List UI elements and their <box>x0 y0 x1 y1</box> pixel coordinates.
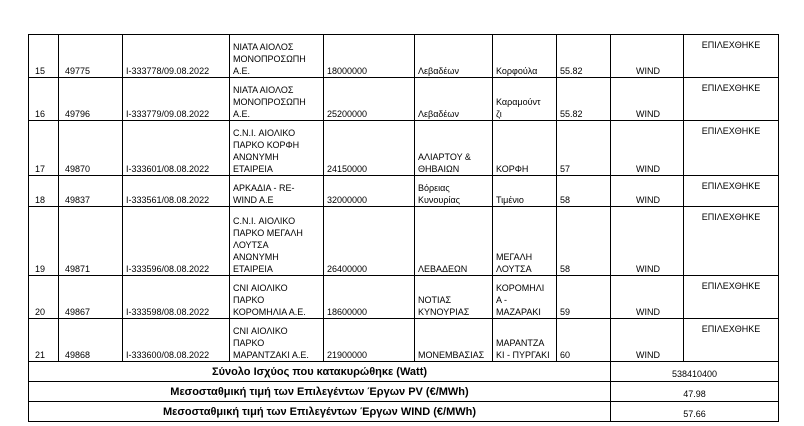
pv-average-label: Μεσοσταθμική τιμή των Επιλεγέντων Έργων PV (€/MWh) <box>29 382 611 402</box>
reference-cell: Ι-333596/08.08.2022 <box>123 207 230 276</box>
table-row <box>29 319 779 362</box>
location-cell: ΚΟΡΦΗ <box>493 121 557 176</box>
project-code-cell: 49867 <box>59 276 123 319</box>
power-cell: 32000000 <box>324 176 415 207</box>
location-cell: Καραμούντ ζι <box>493 78 557 121</box>
price-cell: 60 <box>557 319 611 362</box>
row-number-cell: 16 <box>29 78 59 121</box>
municipality-cell: ΛΕΒΑΔΕΩΝ <box>415 207 493 276</box>
row-number-cell: 20 <box>29 276 59 319</box>
company-cell: C.N.I. ΑΙΟΛΙΚΟ ΠΑΡΚΟ ΚΟΡΦΗ ΑΝΩΝΥΜΗ ΕΤΑΙΡΕΙΑ <box>230 121 324 176</box>
municipality-cell: ΝΟΤΙΑΣ ΚΥΝΟΥΡΙΑΣ <box>415 276 493 319</box>
reference-cell: Ι-333561/08.08.2022 <box>123 176 230 207</box>
company-cell: CNI ΑΙΟΛΙΚΟ ΠΑΡΚΟ ΜΑΡΑΝΤΖΑΚΙ Α.Ε. <box>230 319 324 362</box>
total-power-row <box>29 362 779 382</box>
total-power-label: Σύνολο Ισχύος που κατακυρώθηκε (Watt) <box>29 362 611 382</box>
table-row <box>29 78 779 121</box>
wind-average-row <box>29 402 779 422</box>
wind-average-value: 57.66 <box>611 402 779 422</box>
table-row <box>29 121 779 176</box>
status-cell: ΕΠΙΛΕΧΘΗΚΕ <box>684 276 779 319</box>
technology-cell: WIND <box>611 35 684 78</box>
company-cell: ΝΙΑΤΑ ΑΙΟΛΟΣ ΜΟΝΟΠΡΟΣΩΠΗ Α.Ε. <box>230 78 324 121</box>
status-cell: ΕΠΙΛΕΧΘΗΚΕ <box>684 78 779 121</box>
status-cell: ΕΠΙΛΕΧΘΗΚΕ <box>684 176 779 207</box>
status-cell: ΕΠΙΛΕΧΘΗΚΕ <box>684 319 779 362</box>
reference-cell: Ι-333779/09.08.2022 <box>123 78 230 121</box>
project-code-cell: 49871 <box>59 207 123 276</box>
row-number-cell: 19 <box>29 207 59 276</box>
pv-average-value: 47.98 <box>611 382 779 402</box>
row-number-cell: 15 <box>29 35 59 78</box>
table-row <box>29 176 779 207</box>
municipality-cell: ΜΟΝΕΜΒΑΣΙΑΣ <box>415 319 493 362</box>
price-cell: 59 <box>557 276 611 319</box>
price-cell: 55.82 <box>557 78 611 121</box>
municipality-cell: Λεβαδέων <box>415 35 493 78</box>
status-cell: ΕΠΙΛΕΧΘΗΚΕ <box>684 207 779 276</box>
pv-average-row <box>29 382 779 402</box>
table-row <box>29 35 779 78</box>
technology-cell: WIND <box>611 78 684 121</box>
summary-section <box>29 362 779 422</box>
price-cell: 58 <box>557 176 611 207</box>
company-cell: CNI ΑΙΟΛΙΚΟ ΠΑΡΚΟ ΚΟΡΟΜΗΛΙΑ Α.Ε. <box>230 276 324 319</box>
technology-cell: WIND <box>611 276 684 319</box>
power-cell: 18600000 <box>324 276 415 319</box>
status-cell: ΕΠΙΛΕΧΘΗΚΕ <box>684 35 779 78</box>
location-cell: ΜΑΡΑΝΤΖΑ ΚΙ - ΠΥΡΓΑΚΙ <box>493 319 557 362</box>
technology-cell: WIND <box>611 176 684 207</box>
municipality-cell: Βόρειας Κυνουρίας <box>415 176 493 207</box>
technology-cell: WIND <box>611 121 684 176</box>
price-cell: 55.82 <box>557 35 611 78</box>
location-cell: ΚΟΡΟΜΗΛΙ Α - ΜΑΖΑΡΑΚΙ <box>493 276 557 319</box>
reference-cell: Ι-333598/08.08.2022 <box>123 276 230 319</box>
power-cell: 21900000 <box>324 319 415 362</box>
location-cell: Τιμένιο <box>493 176 557 207</box>
power-cell: 26400000 <box>324 207 415 276</box>
municipality-cell: Λεβαδέων <box>415 78 493 121</box>
row-number-cell: 17 <box>29 121 59 176</box>
company-cell: ΝΙΑΤΑ ΑΙΟΛΟΣ ΜΟΝΟΠΡΟΣΩΠΗ Α.Ε. <box>230 35 324 78</box>
project-code-cell: 49775 <box>59 35 123 78</box>
company-cell: C.N.I. ΑΙΟΛΙΚΟ ΠΑΡΚΟ ΜΕΓΑΛΗ ΛΟΥΤΣΑ ΑΝΩΝΥΜΗ ΕΤΑΙΡΕΙΑ <box>230 207 324 276</box>
project-code-cell: 49868 <box>59 319 123 362</box>
technology-cell: WIND <box>611 207 684 276</box>
awarded-projects-table <box>28 34 779 422</box>
project-code-cell: 49796 <box>59 78 123 121</box>
reference-cell: Ι-333600/08.08.2022 <box>123 319 230 362</box>
row-number-cell: 21 <box>29 319 59 362</box>
price-cell: 58 <box>557 207 611 276</box>
power-cell: 24150000 <box>324 121 415 176</box>
location-cell: Κορφούλα <box>493 35 557 78</box>
reference-cell: Ι-333601/08.08.2022 <box>123 121 230 176</box>
table-row <box>29 276 779 319</box>
location-cell: ΜΕΓΑΛΗ ΛΟΥΤΣΑ <box>493 207 557 276</box>
table-body <box>29 35 779 362</box>
row-number-cell: 18 <box>29 176 59 207</box>
technology-cell: WIND <box>611 319 684 362</box>
power-cell: 25200000 <box>324 78 415 121</box>
total-power-value: 538410400 <box>611 362 779 382</box>
table-row <box>29 207 779 276</box>
company-cell: ΑΡΚΑΔΙΑ - RE- WIND A.E <box>230 176 324 207</box>
municipality-cell: ΑΛΙΑΡΤΟΥ & ΘΗΒΑΙΩΝ <box>415 121 493 176</box>
price-cell: 57 <box>557 121 611 176</box>
status-cell: ΕΠΙΛΕΧΘΗΚΕ <box>684 121 779 176</box>
wind-average-label: Μεσοσταθμική τιμή των Επιλεγέντων Έργων WIND (€/MWh) <box>29 402 611 422</box>
reference-cell: Ι-333778/09.08.2022 <box>123 35 230 78</box>
project-code-cell: 49837 <box>59 176 123 207</box>
power-cell: 18000000 <box>324 35 415 78</box>
project-code-cell: 49870 <box>59 121 123 176</box>
